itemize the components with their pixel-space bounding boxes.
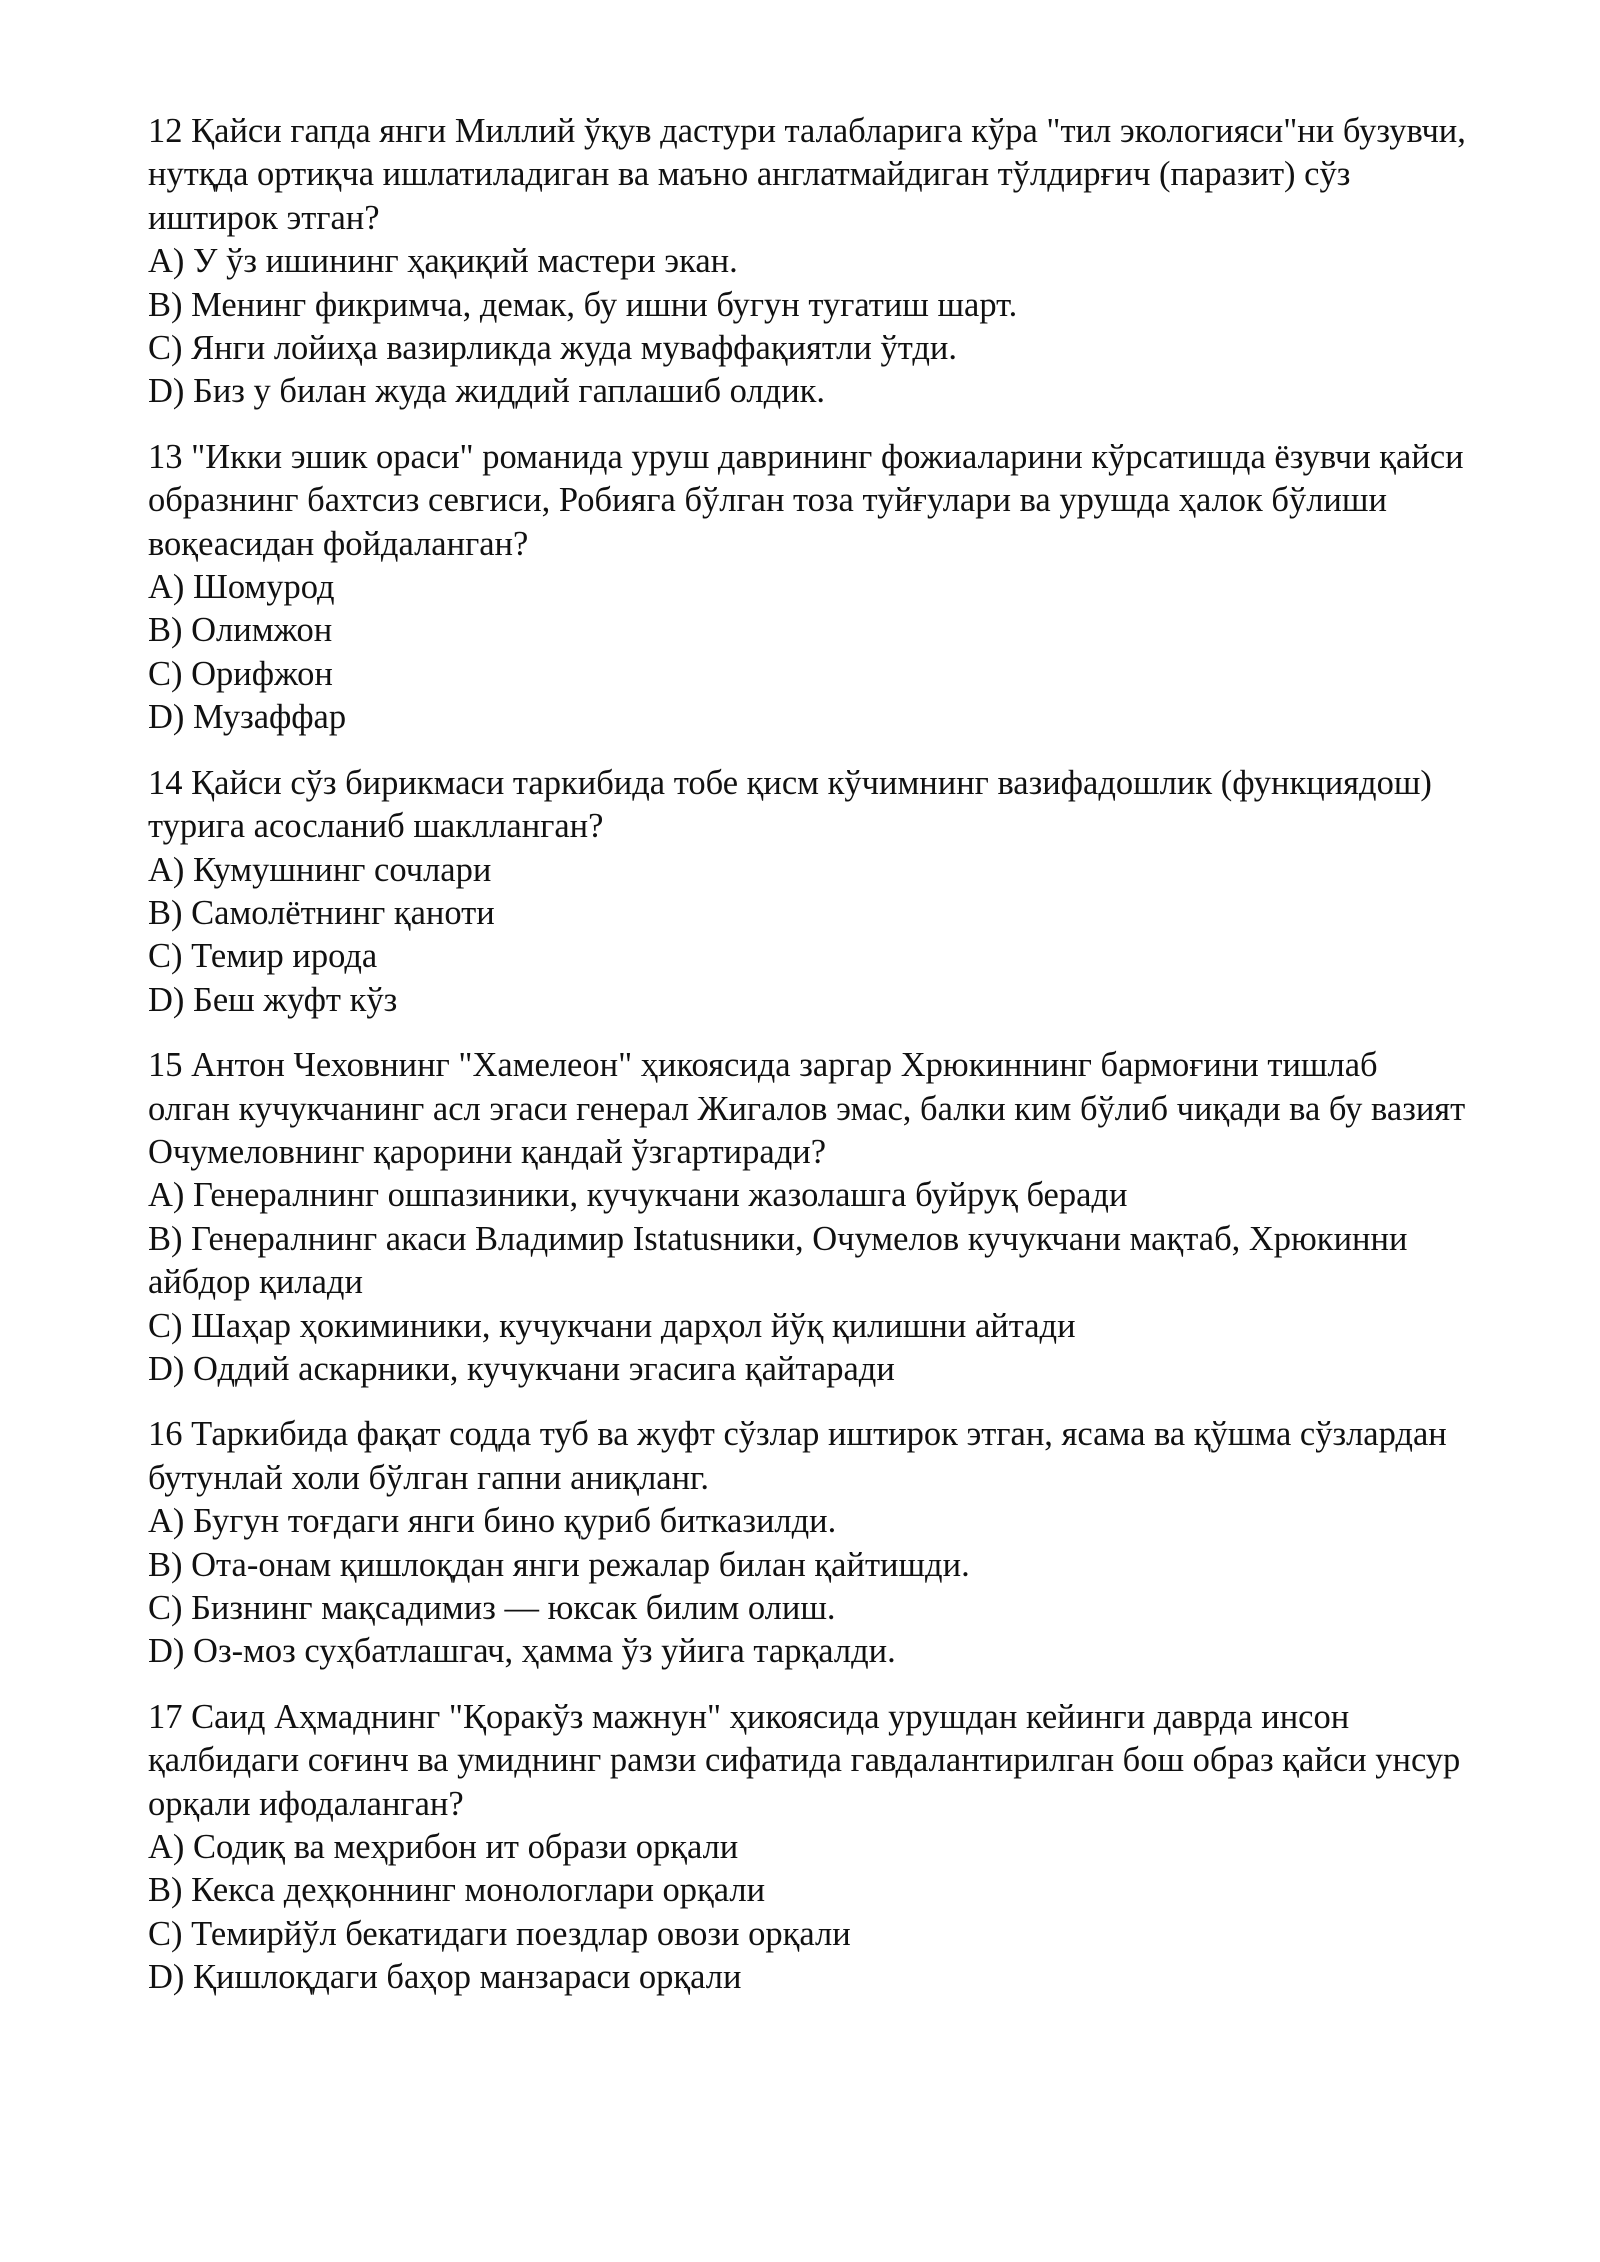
option-d: D) Оз-моз суҳбатлашгач, ҳамма ўз уйига тарқалди.: [148, 1632, 896, 1671]
option-c: C) Янги лойиҳа вазирликда жуда муваффақиятли ўтди.: [148, 329, 957, 368]
question-text: 15 Антон Чеховнинг "Хамелеон" ҳикоясида заргар Хрюкиннинг бармоғини тишлаб олган кучукчанинг асл эгаси генерал Жигалов эмас, балки ким бўлиб чиқади ва бу вазият Очумеловнинг қарорини қандай ўзгартиради?: [148, 1046, 1466, 1171]
option-d: D) Қишлоқдаги баҳор манзараси орқали: [148, 1958, 742, 1997]
option-b: B) Кекса деҳқоннинг монологлари орқали: [148, 1871, 766, 1910]
option-d: D) Музаффар: [148, 698, 347, 737]
option-c: C) Темирйўл бекатидаги поездлар овози орқали: [148, 1914, 851, 1953]
document-page: [148, 110, 1468, 2022]
option-b: B) Менинг фикримча, демак, бу ишни бугун тугатиш шарт.: [148, 285, 1018, 324]
option-b: B) Самолётнинг қаноти: [148, 893, 495, 932]
option-a: A) Бугун тоғдаги янги бино қуриб битказилди.: [148, 1502, 837, 1541]
question-text: 13 "Икки эшик ораси" романида уруш даврининг фожиаларини кўрсатишда ёзувчи қайси образнинг бахтсиз севгиси, Робияга бўлган тоза туйғулари ва урушда ҳалок бўлиши воқеасидан фойдаланган?: [148, 437, 1464, 563]
option-d: D) Оддий аскарники, кучукчани эгасига қайтаради: [148, 1349, 895, 1388]
option-a: A) Содиқ ва меҳрибон ит образи орқали: [148, 1828, 739, 1867]
question-15: [148, 1044, 1468, 1391]
question-text: 14 Қайси сўз бирикмаси таркибида тобе қисм кўчимнинг вазифадошлик (функциядош) турига асосланиб шаклланган?: [148, 763, 1432, 846]
question-13: [148, 436, 1468, 740]
question-text: 16 Таркибида фақат содда туб ва жуфт сўзлар иштирок этган, ясама ва қўшма сўзлардан бутунлай холи бўлган гапни аниқланг.: [148, 1415, 1447, 1497]
option-d: D) Биз у билан жуда жиддий гаплашиб олдик.: [148, 372, 826, 411]
option-b: B) Ота-онам қишлоқдан янги режалар билан қайтишди.: [148, 1545, 970, 1584]
option-d: D) Беш жуфт кўз: [148, 980, 398, 1019]
question-text: 12 Қайси гапда янги Миллий ўқув дастури талабларига кўра "тил экологияси"ни бузувчи, нутқда ортиқча ишлатиладиган ва маъно англатмайдиган тўлдирғич (паразит) сўз иштирок этган?: [148, 112, 1466, 237]
option-a: A) У ўз ишининг ҳақиқий мастери экан.: [148, 242, 738, 281]
option-a: A) Шомурод: [148, 568, 335, 607]
question-12: [148, 110, 1468, 414]
option-a: A) Кумушнинг сочлари: [148, 850, 492, 889]
option-c: C) Шаҳар ҳокиминики, кучукчани дарҳол йўқ қилишни айтади: [148, 1306, 1076, 1345]
option-c: C) Орифжон: [148, 654, 333, 693]
question-16: [148, 1413, 1468, 1673]
option-c: C) Темир ирода: [148, 937, 378, 976]
question-text: 17 Саид Аҳмаднинг "Қоракўз мажнун" ҳикоясида урушдан кейинги даврда инсон қалбидаги соғинч ва умиднинг рамзи сифатида гавдалантирилган бош образ қайси унсур орқали ифодаланган?: [148, 1697, 1461, 1823]
option-b: B) Генералнинг акаси Владимир Istatusники, Очумелов кучукчани мақтаб, Хрюкинни айбдор қилади: [148, 1219, 1408, 1302]
question-17: [148, 1696, 1468, 2000]
option-c: C) Бизнинг мақсадимиз — юксак билим олиш.: [148, 1589, 836, 1627]
option-a: A) Генералнинг ошпазиники, кучукчани жазолашга буйруқ беради: [148, 1176, 1128, 1215]
option-b: B) Олимжон: [148, 611, 333, 650]
question-14: [148, 762, 1468, 1022]
